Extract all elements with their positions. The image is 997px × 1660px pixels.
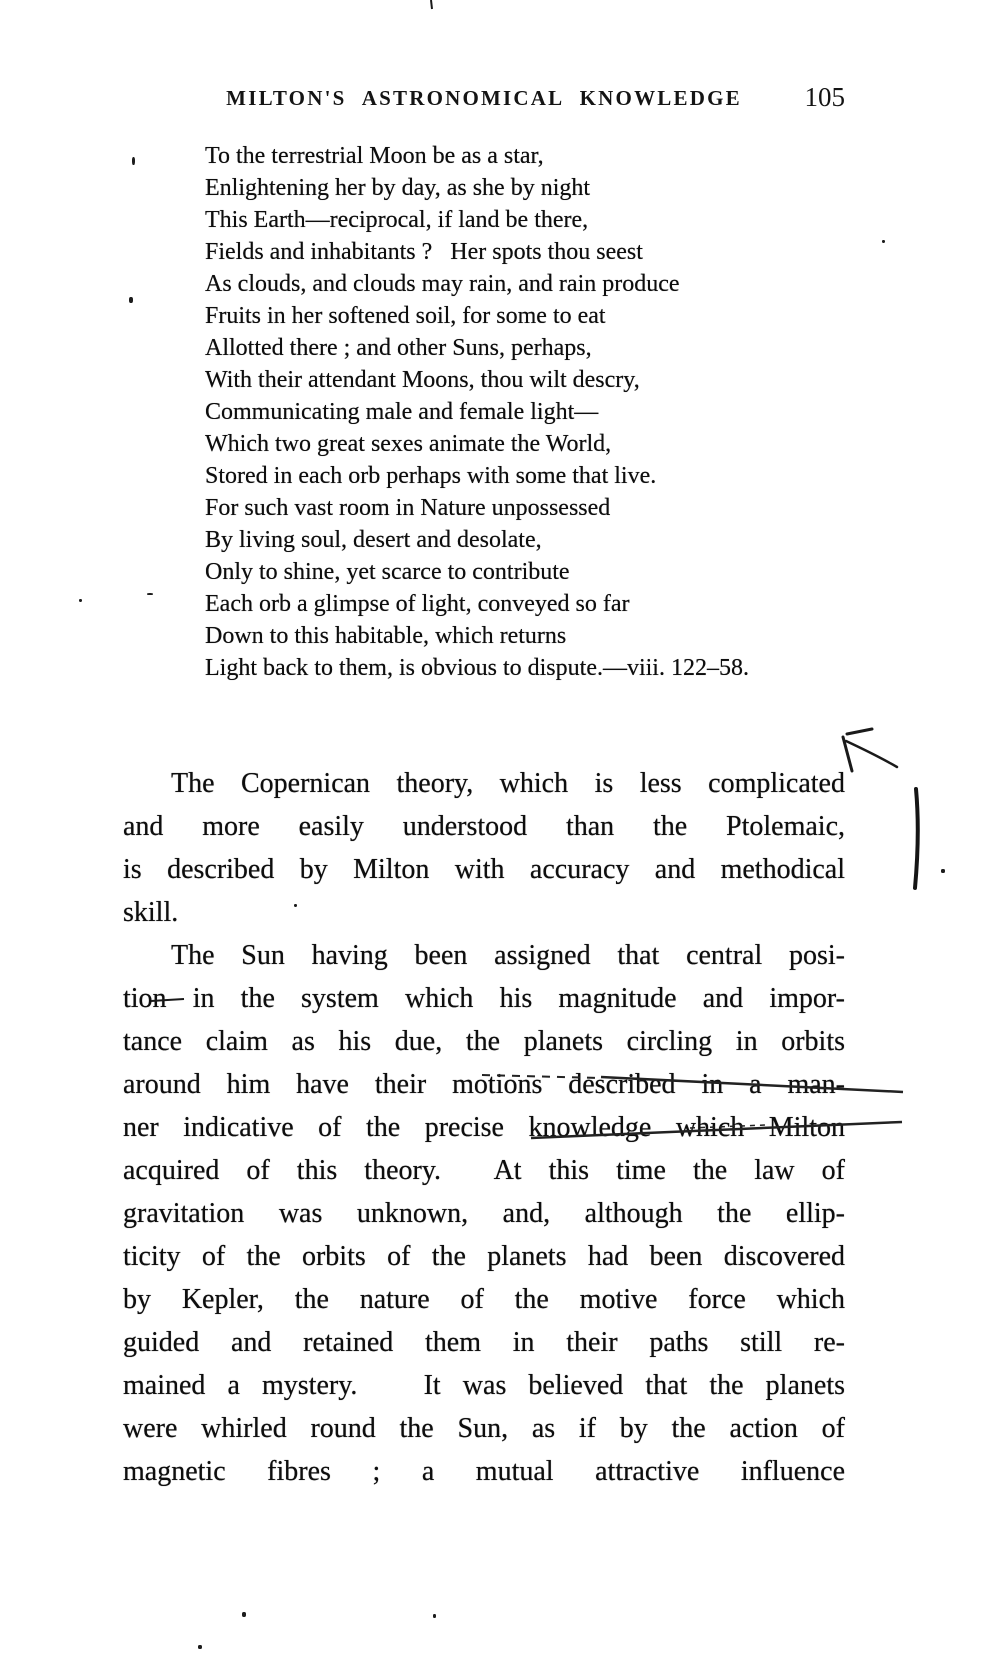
body-text-line: The Copernican theory, which is less complicated — [171, 768, 845, 799]
body-text-line: tance claim as his due, the planets circling in orbits — [123, 1026, 845, 1057]
scan-speck — [294, 904, 297, 907]
poem-line: Allotted there ; and other Suns, perhaps, — [205, 335, 592, 361]
body-text-line: magnetic fibres ; a mutual attractive influence — [123, 1456, 845, 1487]
poem-line: Communicating male and female light— — [205, 399, 599, 425]
poem-line: With their attendant Moons, thou wilt descry, — [205, 367, 640, 393]
body-text-line: and more easily understood than the Ptolemaic, — [123, 811, 845, 842]
running-title: MILTON'S ASTRONOMICAL KNOWLEDGE — [226, 86, 742, 110]
scan-speck — [882, 240, 885, 243]
body-text-line: gravitation was unknown, and, although the ellip- — [123, 1198, 845, 1229]
body-text-line: acquired of this theory. At this time the law of — [123, 1155, 845, 1186]
body-text-line: ner indicative of the precise knowledge which Milton — [123, 1112, 845, 1143]
body-text-line: is described by Milton with accuracy and methodical — [123, 854, 845, 885]
poem-line: For such vast room in Nature unpossessed — [205, 495, 611, 521]
scan-speck — [79, 599, 82, 602]
scan-speck — [147, 593, 153, 595]
scan-speck — [242, 1612, 246, 1617]
scan-speck — [433, 1614, 436, 1618]
poem-quotation — [205, 140, 905, 684]
scan-speck — [941, 869, 945, 873]
poem-line: By living soul, desert and desolate, — [205, 527, 542, 553]
poem-line: To the terrestrial Moon be as a star, — [205, 143, 544, 169]
poem-line: Each orb a glimpse of light, conveyed so far — [205, 591, 630, 617]
poem-line: As clouds, and clouds may rain, and rain produce — [205, 271, 680, 297]
scan-speck — [132, 157, 135, 165]
body-text-line: mained a mystery. It was believed that the planets — [123, 1370, 845, 1401]
scan-speck — [198, 1645, 202, 1649]
pen-arrow-icon — [843, 729, 897, 771]
page-header — [123, 82, 845, 116]
body-text-line: ticity of the orbits of the planets had been discovered — [123, 1241, 845, 1272]
body-text-line: tion in the system which his magnitude and impor- — [123, 983, 845, 1014]
body-text-line: were whirled round the Sun, as if by the action of — [123, 1413, 845, 1444]
body-text-line: skill. — [123, 897, 179, 928]
poem-line: Fruits in her softened soil, for some to eat — [205, 303, 606, 329]
margin-pen-line — [915, 789, 918, 888]
scan-tick-mark — [431, 0, 432, 9]
poem-line: Stored in each orb perhaps with some that live. — [205, 463, 657, 489]
poem-line: Down to this habitable, which returns — [205, 623, 567, 649]
poem-line: This Earth—reciprocal, if land be there, — [205, 207, 589, 233]
paragraph-copernican-theory — [123, 762, 845, 934]
paragraph-sun-central-position — [123, 934, 845, 1493]
poem-line: Enlightening her by day, as she by night — [205, 175, 591, 201]
scan-speck — [129, 297, 133, 303]
poem-line: Which two great sexes animate the World, — [205, 431, 612, 457]
body-text-line: The Sun having been assigned that central posi- — [171, 940, 845, 971]
poem-line-with-citation: Light back to them, is obvious to dispute.—viii. 122–58. — [205, 655, 749, 681]
body-text-line: guided and retained them in their paths still re- — [123, 1327, 845, 1358]
body-text-line: around him have their motions described in a man- — [123, 1069, 845, 1100]
page-number: 105 — [804, 82, 845, 112]
poem-line: Fields and inhabitants ? Her spots thou seest — [205, 239, 643, 265]
poem-line: Only to shine, yet scarce to contribute — [205, 559, 570, 585]
body-text-line: by Kepler, the nature of the motive force which — [123, 1284, 845, 1315]
